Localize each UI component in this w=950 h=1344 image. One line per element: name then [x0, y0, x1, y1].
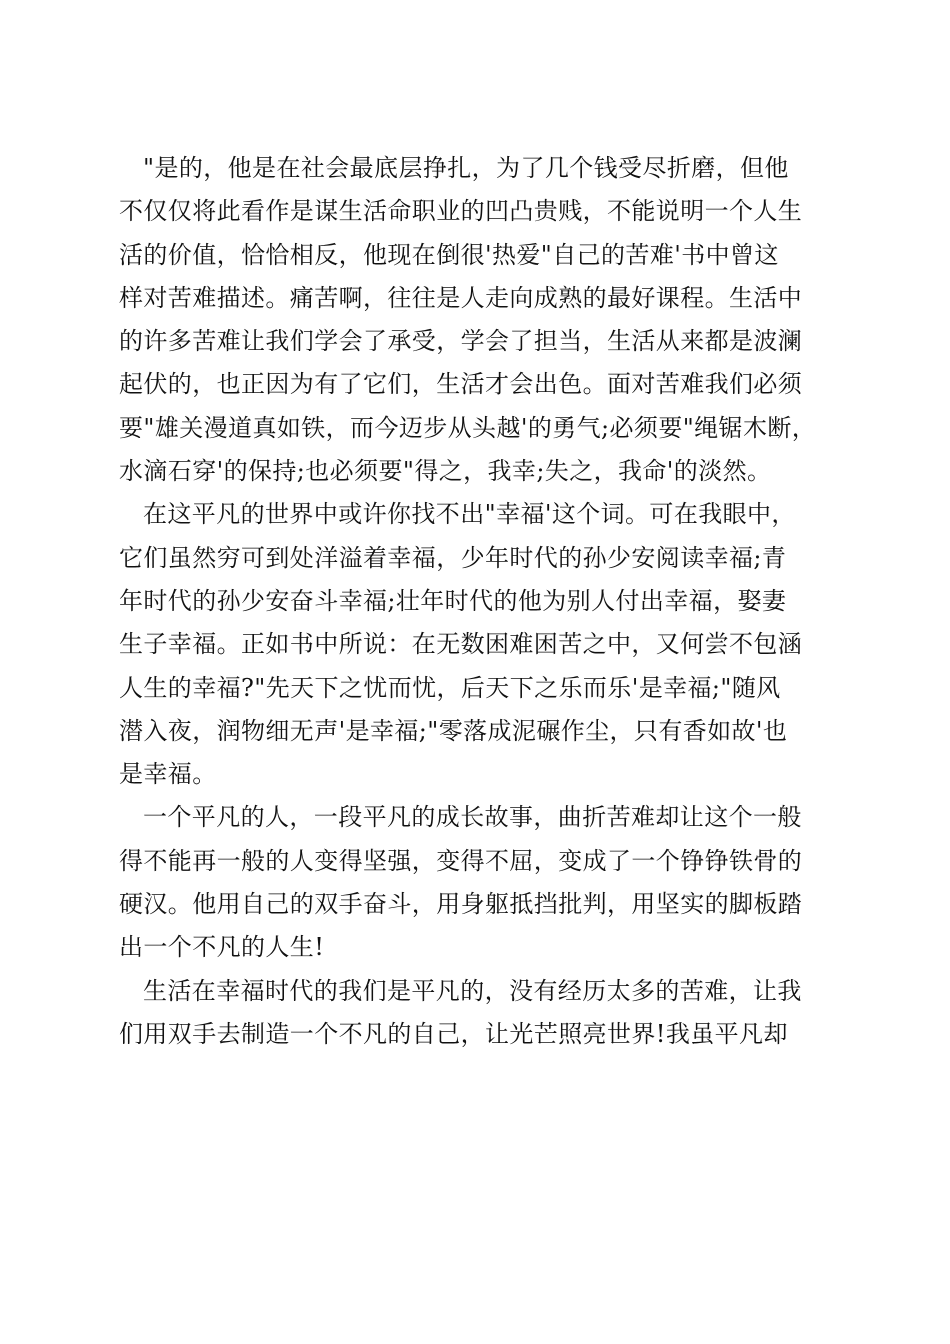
- text-line: 在这平凡的世界中或许你找不出"幸福'这个词。可在我眼中，: [143, 500, 796, 529]
- text-line: 它们虽然穷可到处洋溢着幸福，少年时代的孙少安阅读幸福;青: [119, 543, 787, 572]
- text-line: 硬汉。他用自己的双手奋斗，用身躯抵挡批判，用坚实的脚板踏: [119, 890, 803, 919]
- body-text: [119, 147, 849, 1056]
- text-line: 是幸福。: [119, 760, 217, 789]
- text-line: 人生的幸福?"先天下之忧而忧，后天下之乐而乐'是幸福;"随风: [119, 673, 781, 702]
- text-line: 的许多苦难让我们学会了承受，学会了担当，生活从来都是波澜: [119, 327, 803, 356]
- text-line: 活的价值，恰恰相反，他现在倒很'热爱"自己的苦难'书中曾这: [119, 240, 779, 269]
- text-line: 样对苦难描述。痛苦啊，往往是人走向成熟的最好课程。生活中: [119, 283, 803, 312]
- text-line: 年时代的孙少安奋斗幸福;壮年时代的他为别人付出幸福，娶妻: [119, 586, 787, 615]
- text-line: 得不能再一般的人变得坚强，变得不屈，变成了一个铮铮铁骨的: [119, 846, 803, 875]
- text-line: 要"雄关漫道真如铁，而今迈步从头越'的勇气;必须要"绳锯木断，: [119, 413, 817, 442]
- text-line: 一个平凡的人，一段平凡的成长故事，曲折苦难却让这个一般: [143, 803, 802, 832]
- text-line: 水滴石穿'的保持;也必须要"得之，我幸;失之，我命'的淡然。: [119, 457, 772, 486]
- text-line: 出一个不凡的人生!: [119, 933, 325, 962]
- text-line: 潜入夜，润物细无声'是幸福;"零落成泥碾作尘，只有香如故'也: [119, 716, 788, 745]
- text-line: 生活在幸福时代的我们是平凡的，没有经历太多的苦难，让我: [143, 976, 802, 1005]
- text-line: 不仅仅将此看作是谋生活命职业的凹凸贵贱，不能说明一个人生: [119, 197, 803, 226]
- text-line: "是的，他是在社会最底层挣扎，为了几个钱受尽折磨，但他: [143, 154, 789, 182]
- text-line: 们用双手去制造一个不凡的自己，让光芒照亮世界!我虽平凡却: [119, 1019, 788, 1048]
- text-line: 生子幸福。正如书中所说：在无数困难困苦之中，又何尝不包涵: [119, 630, 803, 659]
- text-line: 起伏的，也正因为有了它们，生活才会出色。面对苦难我们必须: [119, 370, 803, 399]
